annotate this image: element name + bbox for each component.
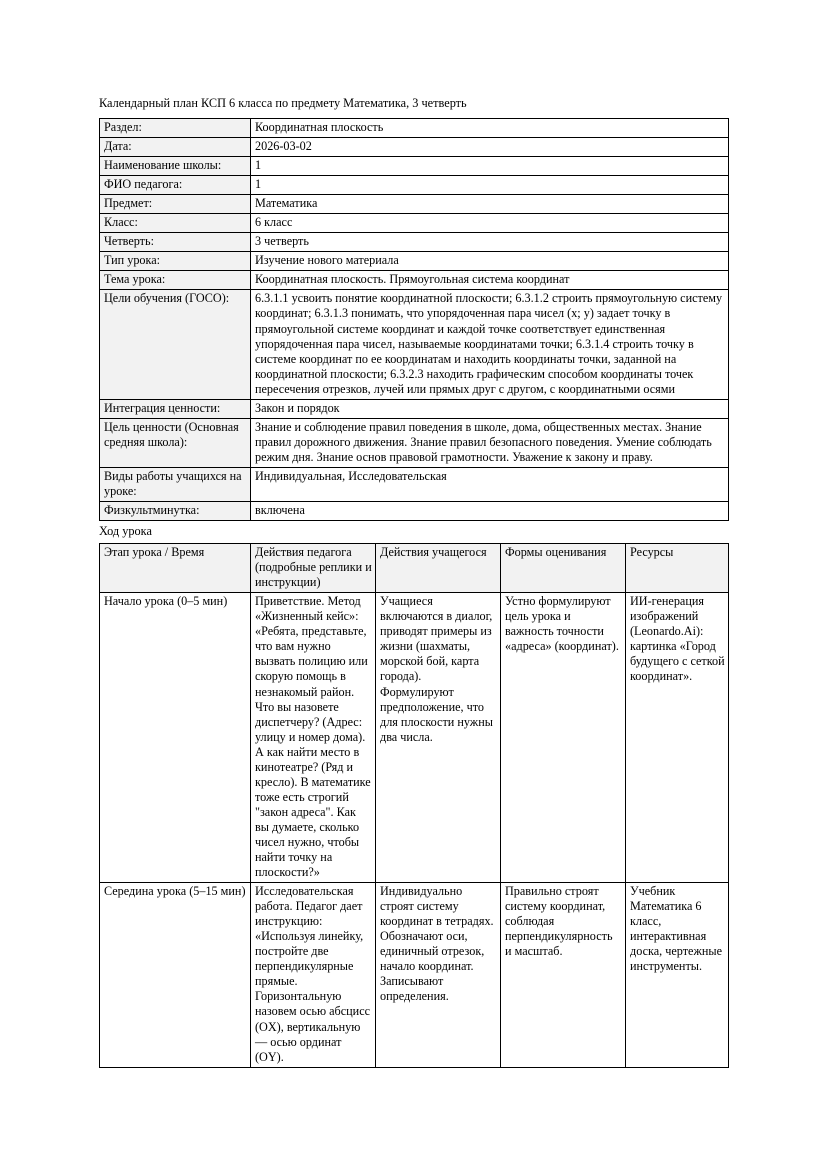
info-label: Физкультминутка:: [100, 502, 251, 521]
table-row: [100, 418, 729, 467]
table-row: [100, 271, 729, 290]
lesson-flow-body: [100, 593, 729, 1067]
table-row: [100, 290, 729, 399]
table-row: [100, 195, 729, 214]
info-value: включена: [251, 502, 729, 521]
table-row: [100, 138, 729, 157]
info-label: Раздел:: [100, 119, 251, 138]
table-row: [100, 467, 729, 501]
info-value: Координатная плоскость: [251, 119, 729, 138]
cell-assessment: Устно формулируют цель урока и важность точности «адреса» (координат).: [501, 593, 626, 883]
info-value: 6.3.1.1 усвоить понятие координатной плоскости; 6.3.1.2 строить прямоугольную систему координат; 6.3.1.3 понимать, что упорядоченная пара чисел (x; y) задает точку в прямоугольной системе координат и каждой точке соответствует единственная упорядоченная пара чисел, называемые координатами точки; 6.3.1.4 строить точку в системе координат по ее координатам и находить координаты точки, заданной на координатной плоскости; 6.3.2.3 находить графическим способом координаты точек пересечения отрезков, лучей или прямых друг с другом, с координатными осями: [251, 290, 729, 399]
table-row: [100, 214, 729, 233]
cell-student-actions: Учащиеся включаются в диалог, приводят примеры из жизни (шахматы, морской бой, карта города). Формулируют предположение, что для плоскости нужны два числа.: [376, 593, 501, 883]
lesson-flow-caption: Ход урока: [99, 524, 152, 539]
column-header-assessment: Формы оценивания: [501, 544, 626, 593]
info-label: Предмет:: [100, 195, 251, 214]
info-label: Цель ценности (Основная средняя школа):: [100, 418, 251, 467]
table-row: [100, 399, 729, 418]
info-value: 6 класс: [251, 214, 729, 233]
info-value: 2026-03-02: [251, 138, 729, 157]
lesson-info-body: [100, 119, 729, 521]
info-label: ФИО педагога:: [100, 176, 251, 195]
info-value: Закон и порядок: [251, 399, 729, 418]
cell-student-actions: Индивидуально строят систему координат в тетрадях. Обозначают оси, единичный отрезок, начало координат. Записывают определения.: [376, 883, 501, 1068]
info-value: Математика: [251, 195, 729, 214]
page-title: Календарный план КСП 6 класса по предмету Математика, 3 четверть: [99, 96, 467, 110]
table-header-row: [100, 544, 729, 593]
table-row: [100, 883, 729, 1068]
info-label: Класс:: [100, 214, 251, 233]
info-label: Дата:: [100, 138, 251, 157]
lesson-flow-table: [99, 543, 729, 1068]
info-label: Тема урока:: [100, 271, 251, 290]
info-label: Наименование школы:: [100, 157, 251, 176]
info-value: Индивидуальная, Исследовательская: [251, 467, 729, 501]
cell-teacher-actions: Исследовательская работа. Педагог дает инструкцию: «Используя линейку, постройте две перпендикулярные прямые. Горизонтальную назовем осью абсцисс (OX), вертикальную — осью ординат (OY).: [251, 883, 376, 1068]
cell-assessment: Правильно строят систему координат, соблюдая перпендикулярность и масштаб.: [501, 883, 626, 1068]
info-value: 3 четверть: [251, 233, 729, 252]
cell-stage: Начало урока (0–5 мин): [100, 593, 251, 883]
info-label: Четверть:: [100, 233, 251, 252]
lesson-info-table: [99, 118, 729, 521]
table-row: [100, 233, 729, 252]
table-row: [100, 157, 729, 176]
table-row: [100, 502, 729, 521]
info-value: Изучение нового материала: [251, 252, 729, 271]
cell-teacher-actions: Приветствие. Метод «Жизненный кейс»: «Ребята, представьте, что вам нужно вызвать полицию или скорую помощь в незнакомый район. Что вы назовете диспетчеру? (Адрес: улицу и номер дома). А как найти место в кинотеатре? (Ряд и кресло). В математике тоже есть строгий "закон адреса". Как вы думаете, сколько чисел нужно, чтобы найти точку на плоскости?»: [251, 593, 376, 883]
table-row: [100, 593, 729, 883]
info-label: Цели обучения (ГОСО):: [100, 290, 251, 399]
column-header-student-actions: Действия учащегося: [376, 544, 501, 593]
table-row: [100, 252, 729, 271]
info-value: Знание и соблюдение правил поведения в школе, дома, общественных местах. Знание правил дорожного движения. Знание правил безопасного поведения. Умение соблюдать режим дня. Знание основ правовой грамотности. Уважение к закону и праву.: [251, 418, 729, 467]
lesson-flow-header: [100, 544, 729, 593]
info-label: Тип урока:: [100, 252, 251, 271]
column-header-teacher-actions: Действия педагога (подробные реплики и инструкции): [251, 544, 376, 593]
cell-resources: ИИ-генерация изображений (Leonardo.Ai): картинка «Город будущего с сеткой координат».: [626, 593, 729, 883]
info-label: Интеграция ценности:: [100, 399, 251, 418]
column-header-resources: Ресурсы: [626, 544, 729, 593]
info-value: Координатная плоскость. Прямоугольная система координат: [251, 271, 729, 290]
table-row: [100, 176, 729, 195]
cell-resources: Учебник Математика 6 класс, интерактивная доска, чертежные инструменты.: [626, 883, 729, 1068]
info-value: 1: [251, 176, 729, 195]
info-value: 1: [251, 157, 729, 176]
column-header-stage: Этап урока / Время: [100, 544, 251, 593]
info-label: Виды работы учащихся на уроке:: [100, 467, 251, 501]
cell-stage: Середина урока (5–15 мин): [100, 883, 251, 1068]
table-row: [100, 119, 729, 138]
